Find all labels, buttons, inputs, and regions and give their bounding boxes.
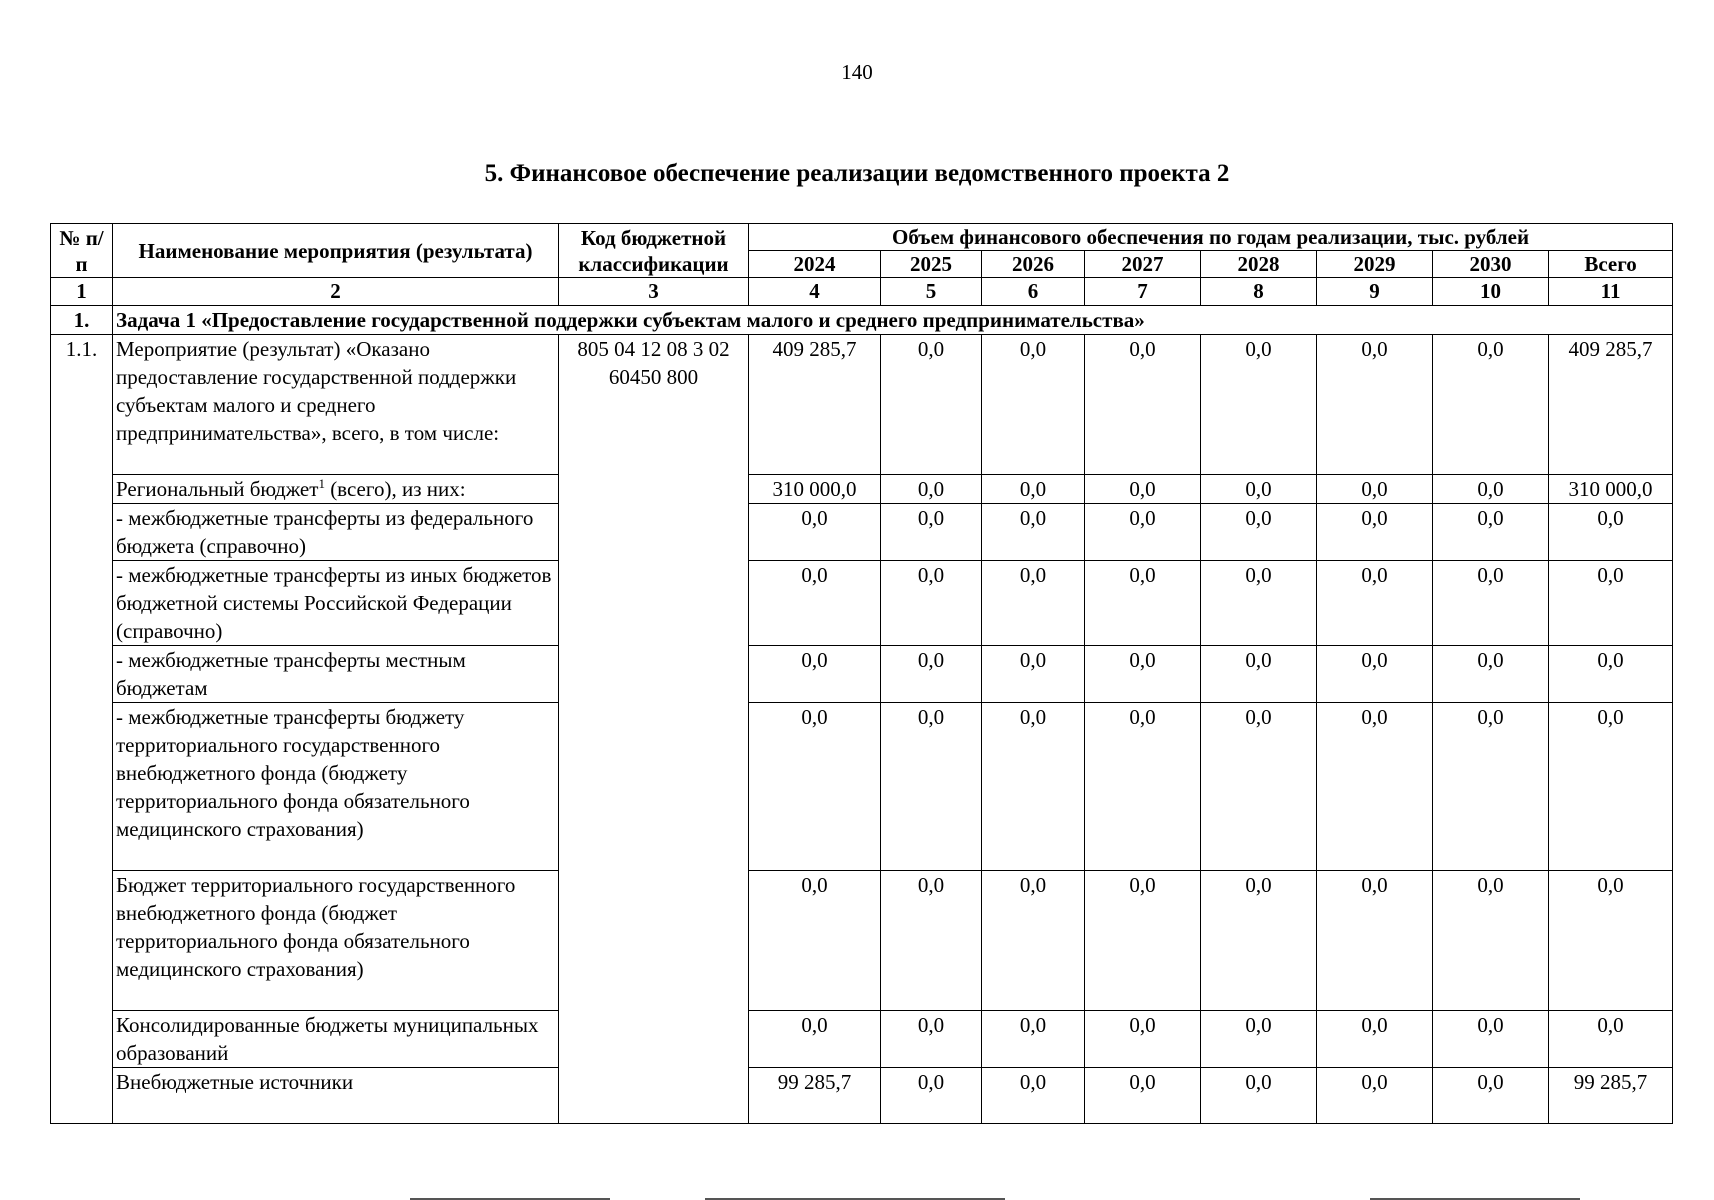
header-row [51, 224, 1673, 251]
value-cell: 0,0 [1317, 1068, 1433, 1124]
value-cell: 0,0 [749, 703, 881, 871]
value-cell: 0,0 [749, 871, 881, 1011]
value-cell: 0,0 [982, 475, 1085, 504]
value-cell: 0,0 [1433, 1011, 1549, 1068]
value-cell: 0,0 [1085, 871, 1201, 1011]
table-row [51, 871, 1673, 1011]
row-label: Бюджет территориального государственного внебюджетного фонда (бюджет территориального фонда обязательного медицинского страхования) [113, 871, 559, 1011]
value-cell: 0,0 [881, 1011, 982, 1068]
value-cell: 0,0 [1317, 871, 1433, 1011]
column-number: 7 [1085, 278, 1201, 306]
value-cell: 0,0 [881, 561, 982, 646]
table-row [51, 646, 1673, 703]
value-cell: 0,0 [749, 504, 881, 561]
header-name: Наименование мероприятия (результата) [113, 224, 559, 278]
table-row [51, 703, 1673, 871]
value-cell: 99 285,7 [749, 1068, 881, 1124]
value-cell: 0,0 [749, 1011, 881, 1068]
value-cell: 0,0 [1433, 646, 1549, 703]
row-label: Внебюджетные источники [113, 1068, 559, 1124]
total-cell: 0,0 [1549, 504, 1673, 561]
value-cell: 0,0 [749, 646, 881, 703]
column-number: 1 [51, 278, 113, 306]
value-cell: 0,0 [1085, 703, 1201, 871]
task-title: Задача 1 «Предоставление государственной поддержки субъектам малого и среднего предпринимательства» [113, 306, 1673, 335]
value-cell: 0,0 [881, 335, 982, 475]
value-cell: 0,0 [881, 475, 982, 504]
value-cell: 0,0 [1201, 1011, 1317, 1068]
header-year: 2024 [749, 251, 881, 278]
value-cell: 0,0 [1433, 703, 1549, 871]
row-label [113, 475, 559, 504]
column-number: 2 [113, 278, 559, 306]
value-cell: 0,0 [1317, 561, 1433, 646]
table-row [51, 504, 1673, 561]
value-cell: 0,0 [982, 1011, 1085, 1068]
column-numbers-row [51, 278, 1673, 306]
task-index: 1. [51, 306, 113, 335]
footer-rule [410, 1198, 610, 1200]
value-cell: 0,0 [1201, 561, 1317, 646]
value-cell: 0,0 [1085, 475, 1201, 504]
total-cell: 0,0 [1549, 561, 1673, 646]
value-cell: 0,0 [1317, 504, 1433, 561]
document-title: 5. Финансовое обеспечение реализации ведомственного проекта 2 [484, 160, 1230, 187]
row-label: Консолидированные бюджеты муниципальных образований [113, 1011, 559, 1068]
row-label: - межбюджетные трансферты местным бюджетам [113, 646, 559, 703]
value-cell: 0,0 [1433, 504, 1549, 561]
header-year: 2030 [1433, 251, 1549, 278]
value-cell: 0,0 [982, 504, 1085, 561]
total-cell: 99 285,7 [1549, 1068, 1673, 1124]
value-cell: 0,0 [1317, 335, 1433, 475]
measure-index: 1.1. [51, 335, 113, 1124]
column-number: 6 [982, 278, 1085, 306]
value-cell: 0,0 [1433, 561, 1549, 646]
column-number: 5 [881, 278, 982, 306]
value-cell: 0,0 [1201, 871, 1317, 1011]
value-cell: 0,0 [1433, 1068, 1549, 1124]
table-row [51, 475, 1673, 504]
table-row [51, 561, 1673, 646]
value-cell: 0,0 [1317, 475, 1433, 504]
value-cell: 0,0 [1433, 871, 1549, 1011]
value-cell: 0,0 [1201, 335, 1317, 475]
total-cell: 409 285,7 [1549, 335, 1673, 475]
value-cell: 310 000,0 [749, 475, 881, 504]
value-cell: 0,0 [982, 871, 1085, 1011]
page-number: 140 [841, 60, 873, 84]
value-cell: 0,0 [1085, 646, 1201, 703]
column-number: 3 [559, 278, 749, 306]
value-cell: 0,0 [749, 561, 881, 646]
total-cell: 0,0 [1549, 871, 1673, 1011]
header-year: 2027 [1085, 251, 1201, 278]
value-cell: 0,0 [1317, 703, 1433, 871]
total-cell: 0,0 [1549, 1011, 1673, 1068]
value-cell: 0,0 [1085, 1068, 1201, 1124]
task-row [51, 306, 1673, 335]
value-cell: 0,0 [982, 1068, 1085, 1124]
total-cell: 310 000,0 [1549, 475, 1673, 504]
value-cell: 0,0 [1317, 1011, 1433, 1068]
value-cell: 0,0 [982, 335, 1085, 475]
value-cell: 0,0 [1085, 335, 1201, 475]
column-number: 8 [1201, 278, 1317, 306]
value-cell: 0,0 [1201, 475, 1317, 504]
value-cell: 0,0 [881, 504, 982, 561]
column-number: 9 [1317, 278, 1433, 306]
row-label-text: Региональный бюджет [116, 477, 319, 501]
value-cell: 0,0 [881, 703, 982, 871]
row-label: - межбюджетные трансферты бюджету территориального государственного внебюджетного фонда (бюджету территориального фонда обязательного медицинского страхования) [113, 703, 559, 871]
budget-code: 805 04 12 08 3 02 60450 800 [559, 335, 749, 1124]
row-label: Мероприятие (результат) «Оказано предоставление государственной поддержки субъектам малого и среднего предпринимательства», всего, в том числе: [113, 335, 559, 475]
total-cell: 0,0 [1549, 646, 1673, 703]
value-cell: 0,0 [1201, 646, 1317, 703]
column-number: 4 [749, 278, 881, 306]
header-code: Код бюджетной классификации [559, 224, 749, 278]
header-total: Всего [1549, 251, 1673, 278]
value-cell: 0,0 [1201, 504, 1317, 561]
header-volume: Объем финансового обеспечения по годам реализации, тыс. рублей [749, 224, 1673, 251]
value-cell: 0,0 [1085, 504, 1201, 561]
column-number: 10 [1433, 278, 1549, 306]
value-cell: 0,0 [881, 646, 982, 703]
value-cell: 409 285,7 [749, 335, 881, 475]
table-row [51, 335, 1673, 475]
header-year: 2025 [881, 251, 982, 278]
table-row [51, 1011, 1673, 1068]
footer-rule [705, 1198, 1005, 1200]
total-cell: 0,0 [1549, 703, 1673, 871]
value-cell: 0,0 [982, 646, 1085, 703]
row-label: - межбюджетные трансферты из федерального бюджета (справочно) [113, 504, 559, 561]
value-cell: 0,0 [982, 703, 1085, 871]
header-num: № п/п [51, 224, 113, 278]
value-cell: 0,0 [1317, 646, 1433, 703]
footnote-mark: 1 [318, 476, 325, 491]
value-cell: 0,0 [1201, 1068, 1317, 1124]
header-year: 2029 [1317, 251, 1433, 278]
financing-table [50, 223, 1673, 1124]
value-cell: 0,0 [881, 871, 982, 1011]
value-cell: 0,0 [1085, 1011, 1201, 1068]
value-cell: 0,0 [1085, 561, 1201, 646]
column-number: 11 [1549, 278, 1673, 306]
footer-rule [1370, 1198, 1580, 1200]
table-row [51, 1068, 1673, 1124]
value-cell: 0,0 [1433, 475, 1549, 504]
row-label-suffix: (всего), из них: [324, 477, 466, 501]
value-cell: 0,0 [1433, 335, 1549, 475]
value-cell: 0,0 [982, 561, 1085, 646]
value-cell: 0,0 [881, 1068, 982, 1124]
value-cell: 0,0 [1201, 703, 1317, 871]
row-label: - межбюджетные трансферты из иных бюджетов бюджетной системы Российской Федерации (справочно) [113, 561, 559, 646]
header-year: 2026 [982, 251, 1085, 278]
header-year: 2028 [1201, 251, 1317, 278]
